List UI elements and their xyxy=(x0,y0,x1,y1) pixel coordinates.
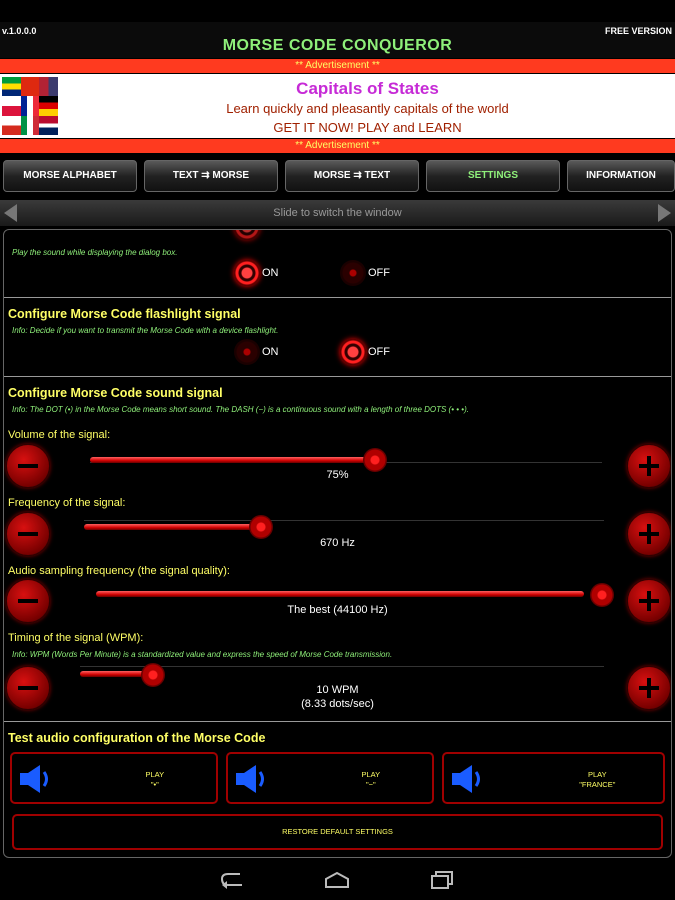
timing-subvalue: (8.33 dots/sec) xyxy=(301,698,374,710)
play-sub: "−" xyxy=(365,780,376,789)
dialog-sound-off-radio[interactable] xyxy=(340,260,366,286)
tab-morse-to-text[interactable]: MORSE ⇉ TEXT xyxy=(285,160,419,192)
frequency-minus-button[interactable] xyxy=(6,512,50,556)
partial-radio xyxy=(234,229,260,240)
arrow-right-icon[interactable] xyxy=(658,204,671,222)
back-icon[interactable] xyxy=(218,870,246,890)
volume-minus-button[interactable] xyxy=(6,444,50,488)
slide-hint: Slide to switch the window xyxy=(273,207,402,219)
ad-line-2: GET IT NOW! PLAY and LEARN xyxy=(273,120,462,135)
sound-title: Configure Morse Code sound signal xyxy=(8,386,223,400)
arrow-left-icon[interactable] xyxy=(4,204,17,222)
frequency-track xyxy=(84,520,604,521)
play-sub: "FRANCE" xyxy=(579,780,616,789)
frequency-fill xyxy=(84,524,261,530)
volume-value: 75% xyxy=(326,469,349,481)
tab-morse-alphabet[interactable]: MORSE ALPHABET xyxy=(3,160,137,192)
play-dash-button[interactable] xyxy=(226,752,434,804)
speaker-icon xyxy=(234,764,268,794)
flashlight-on-radio[interactable] xyxy=(234,339,260,365)
frequency-value: 670 Hz xyxy=(320,537,355,549)
timing-info: Info: WPM (Words Per Minute) is a standardized value and express the speed of Morse Code transmission. xyxy=(12,650,393,659)
flashlight-info: Info: Decide if you want to transmit the Morse Code with a device flashlight. xyxy=(12,326,279,335)
flashlight-off-label: OFF xyxy=(368,346,390,358)
speaker-icon xyxy=(450,764,484,794)
ad-box[interactable] xyxy=(0,74,675,138)
ad-title: Capitals of States xyxy=(296,79,439,98)
speaker-icon xyxy=(18,764,52,794)
sampling-plus-button[interactable] xyxy=(627,579,671,623)
play-label: PLAY xyxy=(361,770,381,779)
slide-bar[interactable] xyxy=(0,200,675,226)
flashlight-title: Configure Morse Code flashlight signal xyxy=(8,307,241,321)
divider xyxy=(4,721,671,722)
sound-info: Info: The DOT (•) in the Morse Code means short sound. The DASH (−) is a continuous sound with a length of three DOTS (• • •). xyxy=(12,405,469,414)
ad-banner-top: ** Advertisement ** xyxy=(0,59,675,73)
tab-bar xyxy=(0,156,675,198)
flags-icon xyxy=(2,77,58,135)
play-sub: "•" xyxy=(150,780,159,789)
home-icon[interactable] xyxy=(323,870,351,890)
recent-apps-icon[interactable] xyxy=(428,870,456,890)
frequency-thumb[interactable] xyxy=(249,515,273,539)
restore-defaults-button[interactable]: RESTORE DEFAULT SETTINGS xyxy=(12,814,663,850)
play-dot-button[interactable] xyxy=(10,752,218,804)
status-bar xyxy=(0,0,675,22)
tab-information[interactable]: INFORMATION xyxy=(567,160,675,192)
ad-line-1: Learn quickly and pleasantly capitals of the world xyxy=(226,101,509,116)
timing-label: Timing of the signal (WPM): xyxy=(8,632,144,644)
settings-panel[interactable] xyxy=(3,229,672,858)
dialog-sound-on-radio[interactable] xyxy=(234,260,260,286)
title-bar xyxy=(0,22,675,58)
test-title: Test audio configuration of the Morse Code xyxy=(8,731,266,745)
play-france-button[interactable] xyxy=(442,752,665,804)
volume-fill xyxy=(90,457,375,463)
sampling-label: Audio sampling frequency (the signal quality): xyxy=(8,565,230,577)
version-label: v.1.0.0.0 xyxy=(2,26,37,36)
divider xyxy=(4,297,671,298)
sampling-fill xyxy=(96,591,584,597)
app-title: MORSE CODE CONQUEROR xyxy=(222,37,453,54)
frequency-plus-button[interactable] xyxy=(627,512,671,556)
sampling-minus-button[interactable] xyxy=(6,579,50,623)
ad-banner-bottom: ** Advertisement ** xyxy=(0,139,675,153)
volume-label: Volume of the signal: xyxy=(8,429,111,441)
divider xyxy=(4,376,671,377)
play-label: PLAY xyxy=(145,770,165,779)
tab-settings[interactable]: SETTINGS xyxy=(426,160,560,192)
dialog-sound-off-label: OFF xyxy=(368,267,390,279)
timing-value: 10 WPM xyxy=(316,684,359,696)
dialog-sound-info: Play the sound while displaying the dialog box. xyxy=(12,248,178,257)
nav-bar xyxy=(0,860,675,900)
tab-text-to-morse[interactable]: TEXT ⇉ MORSE xyxy=(144,160,278,192)
volume-plus-button[interactable] xyxy=(627,444,671,488)
dialog-sound-on-label: ON xyxy=(262,267,279,279)
flashlight-off-radio[interactable] xyxy=(340,339,366,365)
flashlight-on-label: ON xyxy=(262,346,279,358)
free-version-label: FREE VERSION xyxy=(604,26,672,36)
play-label: PLAY xyxy=(587,770,607,779)
sampling-value: The best (44100 Hz) xyxy=(287,604,388,616)
frequency-label: Frequency of the signal: xyxy=(8,497,126,509)
